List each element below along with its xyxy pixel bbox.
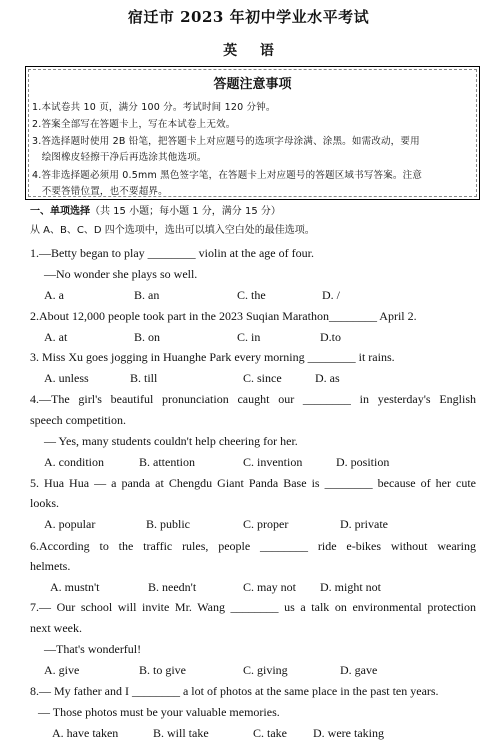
question-1-option-a: A. a bbox=[44, 288, 64, 302]
question-4-option-d: D. position bbox=[336, 455, 390, 469]
question-5-stem-cont: looks. bbox=[30, 496, 60, 510]
notice-item-1: 1.本试卷共 10 页，满分 100 分。考试时间 120 分钟。 bbox=[32, 102, 276, 113]
question-8-option-c: C. take bbox=[253, 726, 287, 740]
question-5-option-c: C. proper bbox=[243, 517, 289, 531]
question-3-option-a: A. unless bbox=[44, 371, 89, 385]
question-4-stem-cont: speech competition. bbox=[30, 413, 126, 427]
question-2-option-c: C. in bbox=[237, 330, 261, 344]
notice-item-4-cont: 不要答错位置，也不要超界。 bbox=[32, 186, 168, 197]
question-7-stem-cont: next week. bbox=[30, 621, 82, 635]
section-heading bbox=[30, 202, 281, 217]
section-instruction: 从 A、B、C、D 四个选项中，选出可以填入空白处的最佳选项。 bbox=[30, 225, 315, 236]
question-5-option-b: B. public bbox=[146, 517, 190, 531]
question-1-option-b: B. an bbox=[134, 288, 160, 302]
question-6-option-c: C. may not bbox=[243, 580, 296, 594]
question-2-option-a: A. at bbox=[44, 330, 68, 344]
question-5-stem: 5. Hua Hua — a panda at Chengdu Giant Panda Base is ________ because of her cute bbox=[30, 476, 476, 490]
question-5-option-d: D. private bbox=[340, 517, 388, 531]
section-heading-title: 一、单项选择 bbox=[30, 206, 90, 217]
notice-item-3: 3.答选择题时使用 2B 铅笔，把答题卡上对应题号的选项字母涂满、涂黑。如需改动，要用 bbox=[32, 136, 420, 147]
question-8-reply: — Those photos must be your valuable memories. bbox=[38, 705, 280, 719]
question-1-option-d: D. / bbox=[322, 288, 340, 302]
question-5-option-a: A. popular bbox=[44, 517, 96, 531]
exam-title: 宿迁市 2023 年初中学业水平考试 bbox=[127, 8, 370, 26]
question-7-option-d: D. gave bbox=[340, 663, 378, 677]
question-4-option-a: A. condition bbox=[44, 455, 104, 469]
question-3-stem: 3. Miss Xu goes jogging in Huanghe Park every morning ________ it rains. bbox=[30, 350, 395, 364]
notice-title: 答题注意事项 bbox=[213, 77, 292, 92]
question-8-option-a: A. have taken bbox=[52, 726, 119, 740]
question-3-option-d: D. as bbox=[315, 371, 340, 385]
notice-item-4: 4.答非选择题必须用 0.5mm 黑色签字笔，在答题卡上对应题号的答题区域书写答案。注意 bbox=[32, 170, 423, 181]
notice-item-2: 2.答案全部写在答题卡上，写在本试卷上无效。 bbox=[32, 119, 236, 130]
question-2-option-d: D.to bbox=[320, 330, 341, 344]
question-2-option-b: B. on bbox=[134, 330, 161, 344]
question-8-stem: 8.— My father and I ________ a lot of photos at the same place in the past ten years. bbox=[30, 684, 439, 698]
question-4-option-c: C. invention bbox=[243, 455, 303, 469]
notice-item-3-cont: 绘图橡皮轻擦干净后再选涂其他选项。 bbox=[32, 152, 207, 163]
question-8-option-b: B. will take bbox=[153, 726, 209, 740]
question-6-option-a: A. mustn't bbox=[50, 580, 100, 594]
subject-title: 英 语 bbox=[223, 43, 274, 59]
question-6-stem: 6.According to the traffic rules, people ________ ride e-bikes without wearing bbox=[30, 539, 476, 553]
question-2-stem: 2.About 12,000 people took part in the 2023 Suqian Marathon________ April 2. bbox=[30, 309, 417, 323]
question-3-option-c: C. since bbox=[243, 371, 282, 385]
question-1-reply: —No wonder she plays so well. bbox=[44, 267, 198, 281]
question-7-option-c: C. giving bbox=[243, 663, 288, 677]
section-heading-score: （共 15 小题；每小题 1 分，满分 15 分） bbox=[90, 206, 281, 217]
question-4-option-b: B. attention bbox=[139, 455, 195, 469]
question-1-stem: 1.—Betty began to play ________ violin at the age of four. bbox=[30, 246, 314, 260]
question-1-option-c: C. the bbox=[237, 288, 266, 302]
question-7-option-b: B. to give bbox=[139, 663, 186, 677]
notice-box bbox=[25, 66, 480, 200]
question-7-option-a: A. give bbox=[44, 663, 80, 677]
question-7-stem: 7.— Our school will invite Mr. Wang ________ us a talk on environmental protection bbox=[30, 600, 476, 614]
question-8-option-d: D. were taking bbox=[313, 726, 384, 740]
question-6-stem-cont: helmets. bbox=[30, 559, 71, 573]
question-7-reply: —That's wonderful! bbox=[44, 642, 142, 656]
question-6-option-d: D. might not bbox=[320, 580, 382, 594]
question-4-reply: — Yes, many students couldn't help cheering for her. bbox=[44, 434, 298, 448]
question-3-option-b: B. till bbox=[130, 371, 158, 385]
question-6-option-b: B. needn't bbox=[148, 580, 197, 594]
question-4-stem: 4.—The girl's beautiful pronunciation caught our ________ in yesterday's English bbox=[30, 392, 476, 406]
